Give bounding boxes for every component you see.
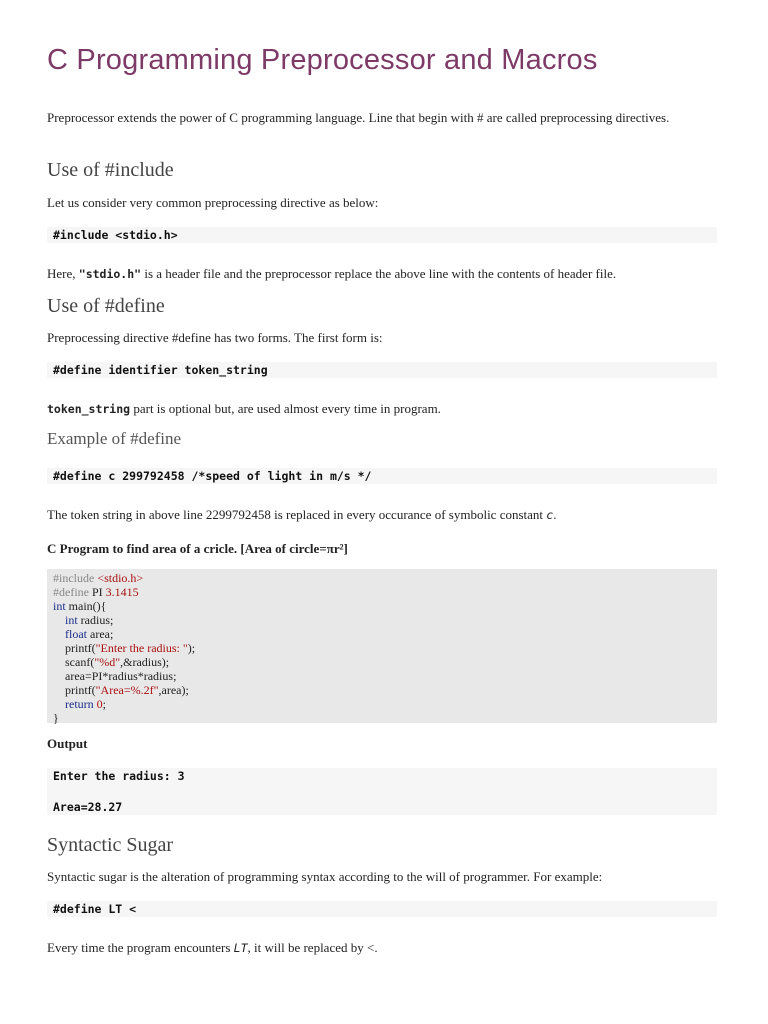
inline-code: token_string <box>47 402 131 416</box>
include-code: #include <stdio.h> <box>47 227 717 243</box>
sugar-text: Syntactic sugar is the alteration of programming syntax according to the will of programmer. For example: <box>47 869 603 884</box>
code-line <box>53 571 143 585</box>
page-title: C Programming Preprocessor and Macros <box>47 44 598 76</box>
code-line <box>53 613 113 627</box>
code-token: ); <box>187 641 196 655</box>
code-line <box>53 669 176 683</box>
code-token: 0 <box>96 697 103 711</box>
code-token: int <box>53 599 66 613</box>
code-token: } <box>53 711 59 725</box>
code-token: 3.1415 <box>105 585 139 599</box>
define-explanation: token_string part is optional but, are used almost every time in program. <box>47 401 441 416</box>
heading-define: Use of #define <box>47 295 165 317</box>
code-token: ,&radius); <box>120 655 170 669</box>
output-line: Enter the radius: 3 <box>53 769 185 783</box>
code-token: radius; <box>77 613 114 627</box>
code-token: #define <box>53 585 92 599</box>
code-token: PI <box>91 585 106 599</box>
inline-code: LT <box>233 941 248 955</box>
code-token <box>53 627 65 641</box>
code-line <box>53 683 189 697</box>
code-token: int <box>65 613 78 627</box>
example-explanation: The token string in above line 2299792458 is replaced in every occurance of symbolic constant c. <box>47 507 557 522</box>
define-text: Preprocessing directive #define has two forms. The first form is: <box>47 330 383 345</box>
include-text: Let us consider very common preprocessing directive as below: <box>47 195 379 210</box>
heading-example-define: Example of #define <box>47 429 182 448</box>
code-token: area=PI*radius*radius; <box>53 669 177 683</box>
program-title: C Program to find area of a cricle. [Area of circle=πr²] <box>47 541 348 556</box>
code-token <box>53 697 65 711</box>
sugar-explanation: Every time the program encounters LT, it will be replaced by <. <box>47 940 378 955</box>
inline-code: "stdio.h" <box>78 267 142 281</box>
output-line: Area=28.27 <box>53 800 123 814</box>
code-line <box>53 697 106 711</box>
code-token: scanf( <box>53 655 95 669</box>
code-line <box>53 585 139 599</box>
code-token: main(){ <box>65 599 107 613</box>
code-line <box>53 711 59 725</box>
include-explanation: Here, "stdio.h" is a header file and the preprocessor replace the above line with the contents of header file. <box>47 266 617 281</box>
code-token: printf( <box>53 683 96 697</box>
code-token: ,area); <box>158 683 189 697</box>
define-code: #define identifier token_string <box>47 362 717 378</box>
output-label: Output <box>47 736 88 751</box>
code-token: #include <box>53 571 98 585</box>
heading-include: Use of #include <box>47 159 174 181</box>
code-line <box>53 627 113 641</box>
inline-code: c <box>546 508 554 522</box>
output-block <box>47 768 717 815</box>
code-token: "Area=%.2f" <box>95 683 159 697</box>
code-token: "%d" <box>94 655 121 669</box>
example-code: #define c 299792458 /*speed of light in m/s */ <box>47 468 717 484</box>
intro-paragraph: Preprocessor extends the power of C programming language. Line that begin with # are called preprocessing directives. <box>47 110 670 125</box>
code-token: return <box>65 697 94 711</box>
program-code-block <box>47 569 717 723</box>
heading-syntactic-sugar: Syntactic Sugar <box>47 834 174 856</box>
sugar-code: #define LT < <box>47 901 717 917</box>
code-token <box>53 613 65 627</box>
code-token: ; <box>102 697 106 711</box>
code-token: <stdio.h> <box>97 571 144 585</box>
code-line <box>53 641 195 655</box>
code-token: "Enter the radius: " <box>95 641 188 655</box>
code-token: printf( <box>53 641 96 655</box>
code-line <box>53 655 169 669</box>
code-token: float <box>65 627 87 641</box>
code-line <box>53 599 106 613</box>
code-token: area; <box>87 627 114 641</box>
